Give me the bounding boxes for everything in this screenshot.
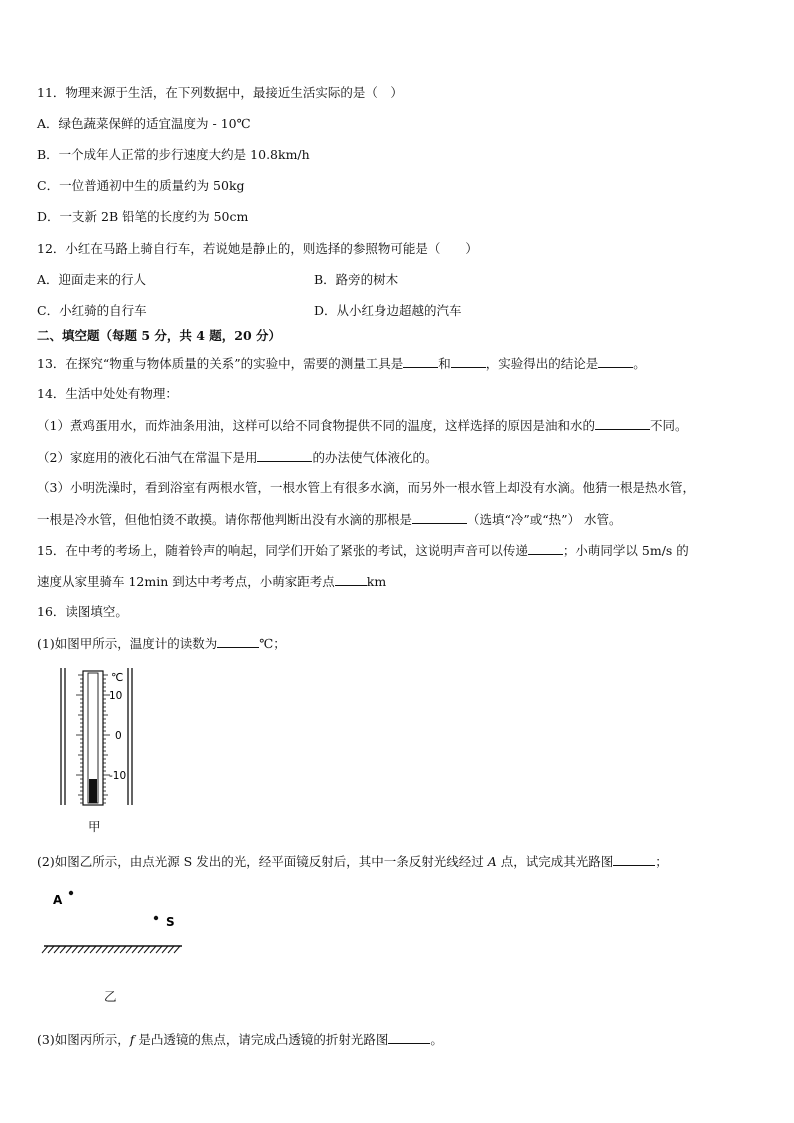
point-a-var: A <box>487 854 497 869</box>
mirror-hatch-line <box>114 946 120 953</box>
point-s-label: S <box>166 915 175 929</box>
q14-sub3-line1: （3）小明洗澡时，看到浴室有两根水管，一根水管上有很多水滴，而另外一根水管上却没有水滴。他猜一根是热水管， <box>37 480 695 495</box>
q13-part3: ，实验得出的结论是 <box>485 356 599 371</box>
section-title: 二、填空题（每题 5 分，共 4 题，20 分） <box>37 328 282 343</box>
q14-sub1-end: 不同。 <box>649 418 688 433</box>
answer-blank[interactable] <box>388 1031 430 1044</box>
q15-text2: ；小萌同学以 5m/s 的 <box>562 543 689 558</box>
mirror-hatch-line <box>42 946 48 953</box>
answer-blank[interactable] <box>528 542 563 555</box>
q16-part1 <box>37 635 286 652</box>
q14-stem: 14．生活中处处有物理： <box>37 386 178 401</box>
q13-part4: 。 <box>633 356 646 371</box>
mirror-hatch-line <box>120 946 126 953</box>
q15-line1 <box>37 542 689 559</box>
mirror-hatch-line <box>162 946 168 953</box>
q16-part3-text: (3)如图丙所示， <box>37 1032 130 1047</box>
mirror-hatch-line <box>72 946 78 953</box>
q13-part1: 13．在探究“物重与物体质量的关系”的实验中，需要的测量工具是 <box>37 356 404 371</box>
mirror-hatch-line <box>126 946 132 953</box>
q16-part2 <box>37 853 668 870</box>
q16-stem: 16．读图填空。 <box>37 604 128 619</box>
answer-blank[interactable] <box>613 853 655 866</box>
thermometer-liquid-column <box>89 779 97 803</box>
q12-option-c: C．小红骑的自行车 <box>37 303 147 318</box>
q12-option-b: B．路旁的树木 <box>314 272 399 287</box>
mirror-hatch-line <box>144 946 150 953</box>
thermometer-tick-label: -10 <box>109 770 127 782</box>
q14-sub2 <box>37 449 437 466</box>
q14-sub1-text: （1）煮鸡蛋用水，而炸油条用油，这样可以给不同食物提供不同的温度，这样选择的原因是油和水的 <box>37 418 595 433</box>
q16-part1-text: (1)如图甲所示，温度计的读数为 <box>37 636 218 651</box>
q16-part2-end: ； <box>655 854 668 869</box>
q16-part2-text2: 点，试完成其光路图 <box>496 854 614 869</box>
q12-option-a: A．迎面走来的行人 <box>37 272 147 287</box>
q16-part1-unit: ℃； <box>259 636 286 651</box>
mirror-hatching <box>42 946 180 953</box>
answer-blank[interactable] <box>335 573 367 586</box>
focus-var: f <box>129 1032 135 1047</box>
answer-blank[interactable] <box>451 355 486 368</box>
q14-sub3-line2 <box>37 511 622 528</box>
q16-part3-end: 。 <box>430 1032 443 1047</box>
mirror-hatch-line <box>108 946 114 953</box>
q13-part2: 和 <box>438 356 451 371</box>
answer-blank[interactable] <box>257 449 312 462</box>
mirror-hatch-line <box>78 946 84 953</box>
q13-text <box>37 355 646 372</box>
thermometer-unit: ℃ <box>111 671 124 684</box>
mirror-hatch-line <box>48 946 54 953</box>
q14-sub3-end: （选填“冷”或“热”） 水管。 <box>467 512 622 527</box>
mirror-hatch-line <box>60 946 66 953</box>
q14-sub3-text: 一根是冷水管，但他怕烫不敢摸。请你帮他判断出没有水滴的那根是 <box>37 512 413 527</box>
q15-text1: 15．在中考的考场上，随着铃声的响起，同学们开始了紧张的考试，这说明声音可以传递 <box>37 543 528 558</box>
mirror-hatch-line <box>84 946 90 953</box>
point-a-label: A <box>53 893 63 907</box>
figure-caption-jia: 甲 <box>88 819 101 834</box>
mirror-hatch-line <box>138 946 144 953</box>
point-a-dot <box>69 891 73 895</box>
answer-blank[interactable] <box>217 635 259 648</box>
q14-sub2-end: 的办法使气体液化的。 <box>312 450 438 465</box>
q14-sub2-text: （2）家庭用的液化石油气在常温下是用 <box>37 450 258 465</box>
q15-line2 <box>37 573 386 590</box>
q15-text3: 速度从家里骑车 12min 到达中考考点，小萌家距考点 <box>37 574 335 589</box>
q11-stem: 11．物理来源于生活，在下列数据中，最接近生活实际的是（ ） <box>37 85 403 100</box>
mirror-hatch-line <box>150 946 156 953</box>
q11-option-d: D．一支新 2B 铅笔的长度约为 50cm <box>37 209 249 224</box>
mirror-hatch-line <box>96 946 102 953</box>
thermometer-tick-label: 0 <box>115 730 122 742</box>
thermometer-figure <box>55 665 145 810</box>
q11-option-a: A．绿色蔬菜保鲜的适宜温度为 - 10℃ <box>37 116 251 131</box>
answer-blank[interactable] <box>598 355 633 368</box>
q14-sub1 <box>37 417 687 434</box>
q12-stem: 12．小红在马路上骑自行车，若说她是静止的，则选择的参照物可能是（ ） <box>37 241 478 256</box>
mirror-figure <box>40 880 200 970</box>
mirror-hatch-line <box>54 946 60 953</box>
q12-option-d: D．从小红身边超越的汽车 <box>314 303 462 318</box>
answer-blank[interactable] <box>412 511 467 524</box>
mirror-hatch-line <box>168 946 174 953</box>
mirror-hatch-line <box>90 946 96 953</box>
answer-blank[interactable] <box>595 417 650 430</box>
q11-option-b: B．一个成年人正常的步行速度大约是 10.8km/h <box>37 147 310 162</box>
mirror-hatch-line <box>156 946 162 953</box>
mirror-hatch-line <box>102 946 108 953</box>
answer-blank[interactable] <box>403 355 438 368</box>
q16-part3 <box>37 1031 443 1048</box>
q16-part3-text2: 是凸透镜的焦点，请完成凸透镜的折射光路图 <box>134 1032 389 1047</box>
point-s-dot <box>154 916 158 920</box>
q11-option-c: C．一位普通初中生的质量约为 50kg <box>37 178 245 193</box>
mirror-hatch-line <box>174 946 180 953</box>
thermometer-tick-label: 10 <box>109 690 123 702</box>
figure-caption-yi: 乙 <box>104 989 117 1004</box>
mirror-hatch-line <box>66 946 72 953</box>
q15-text4: km <box>366 574 387 589</box>
mirror-hatch-line <box>132 946 138 953</box>
q16-part2-text: (2)如图乙所示，由点光源 S 发出的光，经平面镜反射后，其中一条反射光线经过 <box>37 854 488 869</box>
